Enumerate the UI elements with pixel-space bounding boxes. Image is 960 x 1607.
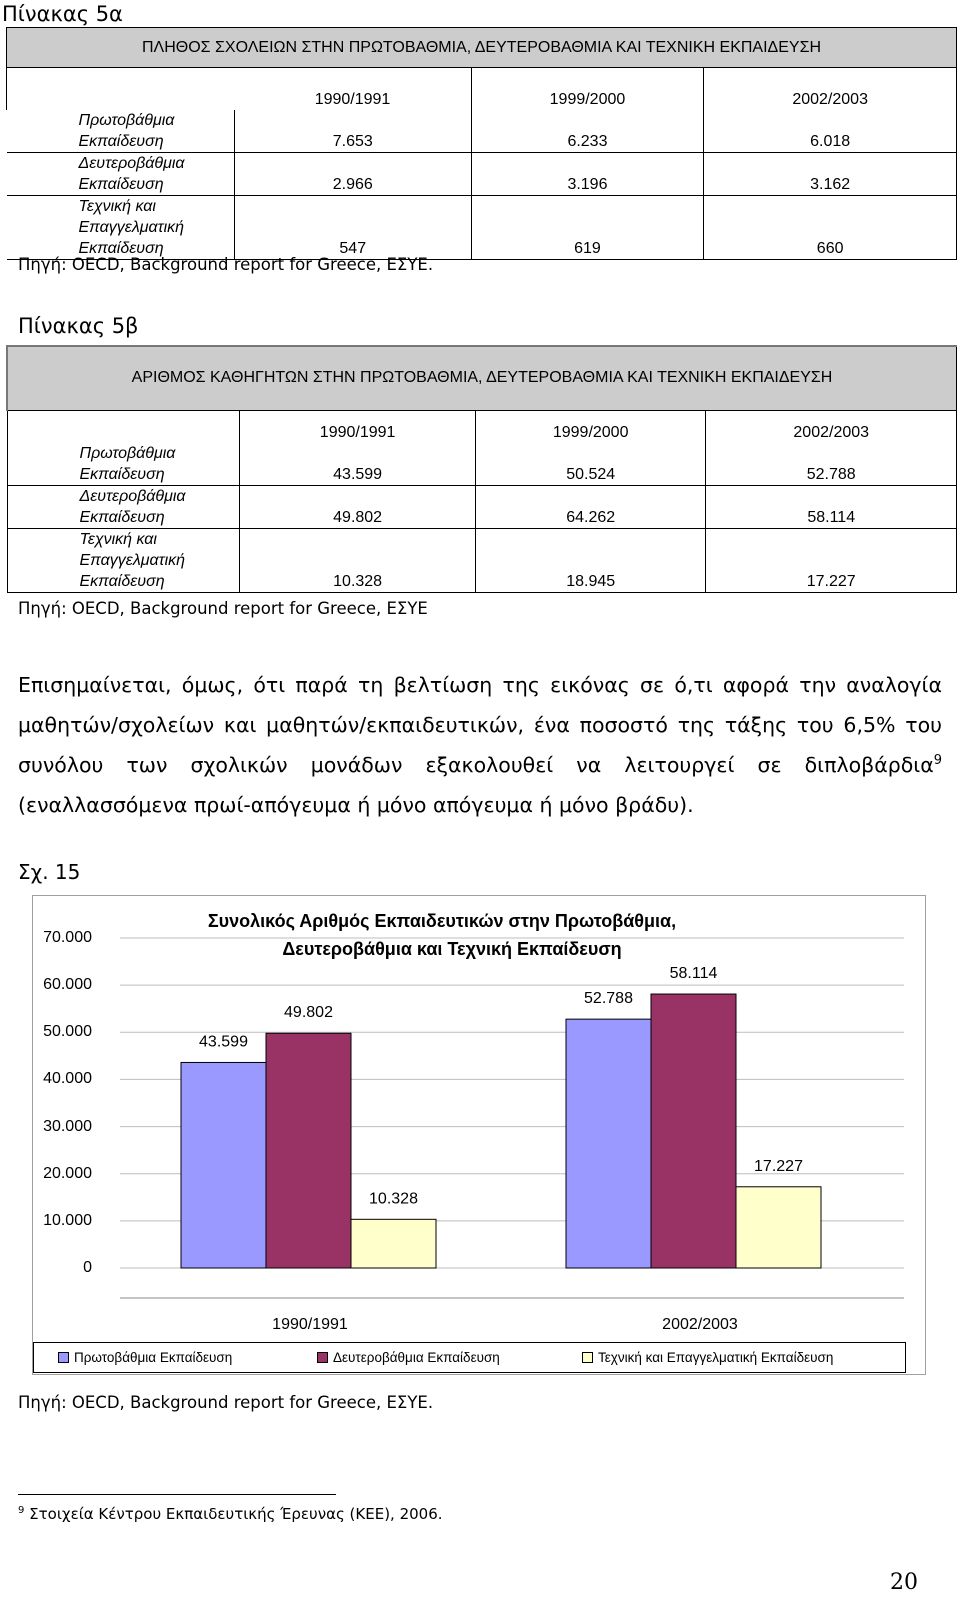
paragraph-text: Επισημαίνεται, όμως, ότι παρά τη βελτίωση της εικόνας σε ό,τι αφορά την αναλογία μαθητών/σχολείων και μαθητών/εκπαιδευτικών, ένα ποσοστό της τάξης του 6,5% του συνόλου των σχολικών μονάδων εξακολουθεί να λειτουργεί σε διπλοβάρδια [18, 673, 942, 777]
cell-value: 17.227 [706, 529, 957, 593]
row-label: Πρωτοβάθμια [79, 445, 176, 462]
row-label: Εκπαίδευση [79, 509, 165, 526]
chart-title-line-2: Δευτεροβάθμια και Τεχνική Εκπαίδευση [282, 939, 622, 959]
cell-value: 10.328 [240, 529, 476, 593]
footnote-text: Στοιχεία Κέντρου Εκπαιδευτικής Έρευνας (ΚΕΕ), 2006. [29, 1505, 443, 1523]
legend-item [317, 1350, 500, 1365]
figure-caption: Σχ. 15 [18, 860, 81, 884]
table-a-col-3: 2002/2003 [704, 68, 957, 110]
data-label: 17.227 [754, 1157, 803, 1175]
table-a-col-1: 1990/1991 [314, 90, 391, 108]
y-tick-label: 10.000 [43, 1211, 92, 1229]
row-label: Εκπαίδευση [78, 239, 164, 257]
bar [266, 1033, 351, 1268]
cell-value: 3.162 [704, 152, 957, 195]
legend-swatch [58, 1352, 69, 1363]
chart-source: Πηγή: OECD, Background report for Greece, ΕΣΥΕ. [18, 1393, 434, 1412]
chart-legend [33, 1342, 906, 1373]
row-label: Εκπαίδευση [79, 466, 165, 483]
cell-value: 52.788 [706, 443, 957, 486]
data-label: 43.599 [199, 1033, 248, 1051]
table-b-caption: Πίνακας 5β [18, 314, 139, 338]
table-b-col-1: 1990/1991 [240, 410, 476, 443]
row-label: Εκπαίδευση [78, 132, 164, 150]
chart-title-line-1: Συνολικός Αριθμός Εκπαιδευτικών στην Πρωτοβάθμια, [207, 911, 677, 931]
y-tick-label: 60.000 [43, 976, 92, 994]
row-label: Επαγγελματική [78, 218, 185, 236]
row-label: Τεχνική και [79, 531, 157, 548]
y-tick-label: 40.000 [43, 1070, 92, 1088]
cell-value: 18.945 [475, 529, 706, 593]
cell-value: 3.196 [471, 152, 704, 195]
table-b-source: Πηγή: OECD, Background report for Greece, ΕΣΥΕ [18, 599, 428, 618]
bar [351, 1219, 436, 1268]
y-tick-label: 70.000 [43, 929, 92, 946]
footnote-ref: 9 [933, 753, 942, 769]
table-a-col-2: 1999/2000 [471, 68, 704, 110]
cell-value: 6.233 [471, 110, 704, 153]
bar [181, 1062, 266, 1268]
data-label: 10.328 [369, 1190, 418, 1208]
cell-value: 58.114 [706, 486, 957, 529]
row-label: Δευτεροβάθμια [78, 154, 185, 172]
row-label: Επαγγελματική [79, 552, 186, 569]
table-a-caption: Πίνακας 5α [2, 2, 123, 26]
row-label: Εκπαίδευση [79, 573, 165, 590]
bar [651, 994, 736, 1268]
cell-value: 43.599 [240, 443, 476, 486]
y-tick-label: 0 [83, 1259, 92, 1276]
data-label: 52.788 [584, 990, 633, 1008]
cell-value: 49.802 [240, 486, 476, 529]
page-number: 20 [890, 1570, 918, 1595]
legend-label: Δευτεροβάθμια Εκπαίδευση [333, 1350, 500, 1365]
cell-value: 660 [704, 195, 957, 259]
footnote-number: 9 [18, 1505, 25, 1516]
y-tick-label: 20.000 [43, 1164, 92, 1182]
cell-value: 7.653 [234, 110, 471, 153]
cell-value: 50.524 [475, 443, 706, 486]
row-label: Πρωτοβάθμια [78, 111, 175, 129]
cell-value: 2.966 [234, 152, 471, 195]
footnote-divider [18, 1494, 336, 1495]
cell-value: 619 [471, 195, 704, 259]
legend-item [582, 1350, 833, 1365]
x-tick-label: 1990/1991 [272, 1316, 348, 1333]
data-label: 49.802 [284, 1004, 333, 1022]
bar [566, 1019, 651, 1268]
y-tick-label: 30.000 [43, 1117, 92, 1135]
legend-item [58, 1350, 232, 1365]
legend-label: Πρωτοβάθμια Εκπαίδευση [74, 1350, 233, 1365]
bar [736, 1187, 821, 1268]
table-b-col-2: 1999/2000 [475, 410, 706, 443]
table-b-title: ΑΡΙΘΜΟΣ ΚΑΘΗΓΗΤΩΝ ΣΤΗΝ ΠΡΩΤΟΒΑΘΜΙΑ, ΔΕΥΤΕΡΟΒΑΘΜΙΑ ΚΑΙ ΤΕΧΝΙΚΗ ΕΚΠΑΙΔΕΥΣΗ [7, 346, 957, 410]
row-label: Δευτεροβάθμια [79, 488, 186, 505]
legend-swatch [582, 1352, 593, 1363]
row-label: Εκπαίδευση [78, 175, 164, 193]
cell-value: 547 [234, 195, 471, 259]
paragraph-text-end: (εναλλασσόμενα πρωί-απόγευμα ή μόνο απόγευμα ή μόνο βράδυ). [18, 793, 694, 817]
data-label: 58.114 [669, 965, 718, 983]
table-a-source: Πηγή: OECD, Background report for Greece, ΕΣΥΕ. [18, 255, 434, 274]
table-a-title: ΠΛΗΘΟΣ ΣΧΟΛΕΙΩΝ ΣΤΗΝ ΠΡΩΤΟΒΑΘΜΙΑ, ΔΕΥΤΕΡΟΒΑΘΜΙΑ ΚΑΙ ΤΕΧΝΙΚΗ ΕΚΠΑΙΔΕΥΣΗ [7, 28, 957, 68]
x-tick-label: 2002/2003 [662, 1316, 738, 1333]
row-label: Τεχνική και [78, 197, 156, 215]
legend-label: Τεχνική και Επαγγελματική Εκπαίδευση [598, 1350, 834, 1365]
cell-value: 6.018 [704, 110, 957, 153]
cell-value: 64.262 [475, 486, 706, 529]
table-b-col-3: 2002/2003 [706, 410, 957, 443]
footnote [18, 1505, 443, 1523]
legend-swatch [317, 1352, 328, 1363]
y-tick-label: 50.000 [43, 1023, 92, 1041]
